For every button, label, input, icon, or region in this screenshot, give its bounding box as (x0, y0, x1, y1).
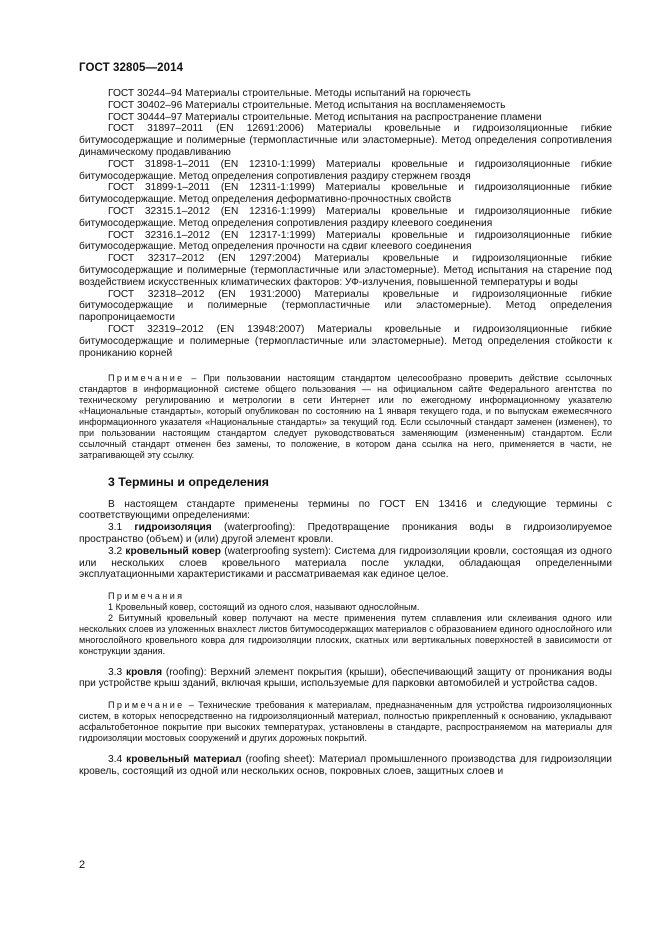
reference-item: ГОСТ 32317–2012 (EN 1297:2004) Материалы кровельные и гидроизоляционные гибкие битумосодержащие и полимерные (термопластичные или эластомерные). Метод испытания на старение под воздействием искусственных климатических факторов: УФ-излучения, повышенной температуры и воды (79, 253, 612, 288)
reference-item: ГОСТ 30444–97 Материалы строительные. Метод испытания на распространение пламени (108, 111, 542, 123)
note-label: Примечание (108, 373, 185, 384)
page-content (79, 88, 612, 777)
term-name: кровля (125, 666, 163, 678)
reference-item: ГОСТ 32316.1–2012 (EN 12317-1:1999) Материалы кровельные и гидроизоляционные гибкие битумосодержащие. Метод определения прочности на сдвиг клеевого соединения (79, 229, 612, 253)
reference-item: ГОСТ 31899-1–2011 (EN 12311-1:1999) Материалы кровельные и гидроизоляционные гибкие битумосодержащие. Метод определения деформативно-прочностных свойств (79, 182, 612, 206)
term-3-3: 3.3 кровля (roofing): Верхний элемент покрытия (крыши), обеспечивающий защиту от проникания воды при устройстве крыш зданий, включая крыши, используемые для парковки автомобилей и устройства садов. (79, 666, 612, 690)
doc-header: ГОСТ 32805—2014 (79, 62, 184, 74)
note-text: – При пользовании настоящим стандартом целесообразно проверить действие ссылочных стандартов в информационной системе общего пользования — на официальном сайте Федерального агентства по техническому регулированию и метрологии в сети Интернет или по ежегодному информационному указателю «Национальные стандарты», который опубликован по состоянию на 1 января текущего года, и по выпускам ежемесячного информационного указателя «Национальные стандарты» за текущий год. Если ссылочный стандарт заменен (изменен), то при пользовании настоящим стандартом следует руководствоваться заменяющим (измененным) стандартом. Если ссылочный стандарт отменен без замены, то положение, в котором дана ссылка на него, применяется в части, не затрагивающей эту ссылку. (79, 373, 612, 460)
reference-item: ГОСТ 30402–96 Материалы строительные. Метод испытания на воспламеняемость (108, 99, 506, 111)
note-item: 2 Битумный кровельный ковер получают на месте применения путем сплавления или склеивания одного или нескольких слоев из уложенных внахлест листов битумосодержащих материалов с образованием единого однослойного или многослойного кровельного ковра для гидроизоляции плоских, скатных или вертикальных поверхностей в зависимости от конструкции здания. (79, 612, 612, 656)
term-3-2: 3.2 кровельный ковер (waterproofing system): Система для гидроизоляции кровли, состоящая из одного или нескольких слоев кровельного материала после укладки, обладающая определенными эксплуатационными характеристиками и рассматриваемая как единое целое. (79, 545, 612, 581)
reference-item: ГОСТ 31897–2011 (EN 12691:2006) Материалы кровельные и гидроизоляционные гибкие битумосодержащие и полимерные (термопластичные или эластомерные). Метод определения сопротивления динамическому продавливанию (79, 123, 612, 158)
note-references (79, 373, 612, 460)
notes-label: Примечания (108, 591, 185, 602)
term-3-1: 3.1 гидроизоляция (waterproofing): Предотвращение проникания воды в гидроизолируемое пространство (объем) и (или) другой элемент кровли. (79, 522, 612, 545)
page-number: 2 (79, 859, 86, 871)
reference-item: ГОСТ 32318–2012 (EN 1931:2000) Материалы кровельные и гидроизоляционные гибкие битумосодержащие и полимерные (термопластичные или эластомерные). Метод определения паропроницаемости (79, 288, 612, 324)
term-name: кровельный материал (126, 753, 242, 765)
note-label: Примечание (108, 700, 185, 711)
section-intro: В настоящем стандарте применены термины по ГОСТ EN 13416 и следующие термины с соответствующими определениями: (79, 498, 612, 522)
note-roofing (79, 700, 612, 744)
reference-item: ГОСТ 32315.1–2012 (EN 12316-1:1999) Материалы кровельные и гидроизоляционные гибкие битумосодержащие. Метод определения сопротивления раздиру клеевого соединения (79, 205, 612, 229)
reference-item: ГОСТ 32319–2012 (EN 13948:2007) Материалы кровельные и гидроизоляционные гибкие битумосодержащие и полимерные (термопластичные или эластомерные). Метод определения стойкости к прониканию корней (79, 323, 612, 359)
section-title: 3 Термины и определения (108, 474, 269, 489)
term-name: кровельный ковер (125, 545, 222, 557)
reference-item: ГОСТ 30244–94 Материалы строительные. Методы испытаний на горючесть (108, 88, 471, 99)
note-item: 1 Кровельный ковер, состоящий из одного слоя, называют однослойным. (108, 602, 420, 613)
term-name: гидроизоляция (134, 522, 212, 534)
term-3-4: 3.4 кровельный материал (roofing sheet): Материал промышленного производства для гидроизоляции кровель, состоящий из одной или нескольких основ, покровных слоев, защитных слоев и (79, 753, 612, 777)
reference-item: ГОСТ 31898-1–2011 (EN 12310-1:1999) Материалы кровельные и гидроизоляционные гибкие битумосодержащие. Метод определения сопротивления раздиру стержнем гвоздя (79, 158, 612, 182)
note-text: – Технические требования к материалам, предназначенным для устройства гидроизоляционных систем, в которых непосредственно на гидроизоляционный материал, полностью прикрепленный к основанию, укладывают асфальтобетонное покрытие при высоких температурах, установлены в стандарте, распространяемом на материалы для гидроизоляции мостовых сооружений и других дорожных покрытий. (79, 700, 612, 743)
